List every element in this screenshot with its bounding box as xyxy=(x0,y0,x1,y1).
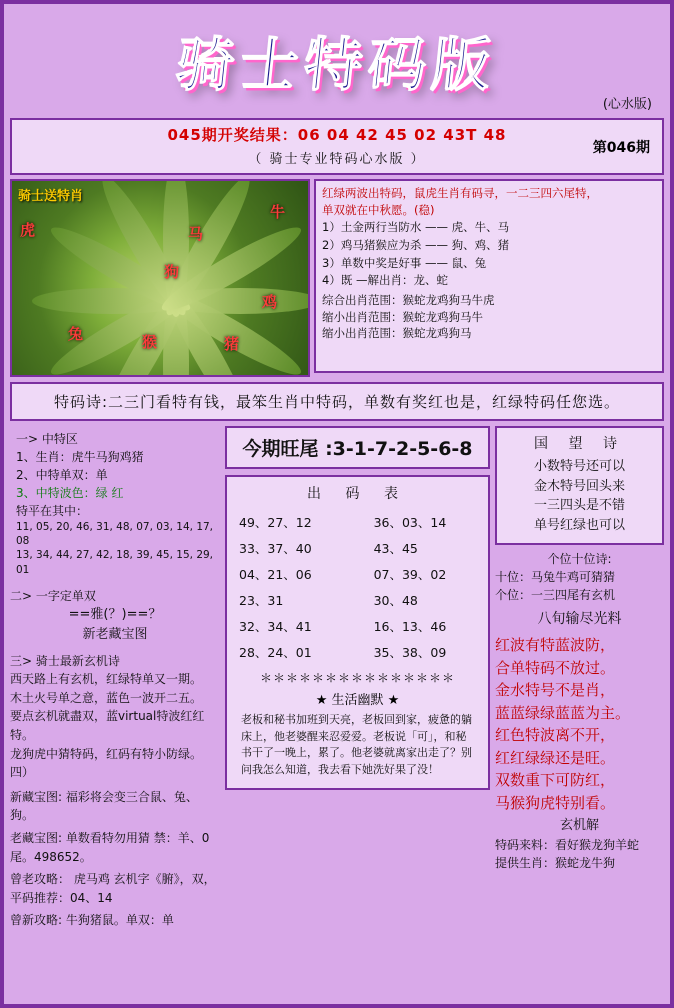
info-sum-2: 缩小出肖范围：猴蛇龙鸡狗马 xyxy=(322,326,472,341)
bajv-line-5: 红红绿绿还是旺。 xyxy=(495,748,616,767)
xuanji-title: 玄机解 xyxy=(559,818,599,833)
picture-info-row xyxy=(10,179,664,377)
shiwei-line-1: 个位：一三四尾有玄机 xyxy=(495,588,616,602)
info-lead-2: 单双就在中秋愿。(稳) xyxy=(322,202,435,217)
treasure-block-0 xyxy=(10,788,220,825)
guowang-poem-box xyxy=(495,426,664,545)
special-poem-bar: 特码诗:二三门看特有钱，最笨生肖中特码，单数有奖红也是，红绿特码任您选。 xyxy=(10,382,664,421)
bajv-title: 八旬输尽光料 xyxy=(537,611,622,627)
left-sec3-line-0: 西天路上有玄机，红绿特单又一期。 xyxy=(10,672,203,687)
treasure-head-1: 老藏宝图: xyxy=(10,830,63,845)
banner xyxy=(4,4,670,116)
table-row xyxy=(237,639,478,665)
treasure-body-1: 单数看特勿用猜 禁：羊、0尾。498652。 xyxy=(10,830,210,864)
shiwei-title: 个位十位诗: xyxy=(547,552,612,566)
chuma-cell-0-1: 36、03、14 xyxy=(373,515,447,530)
table-row xyxy=(237,613,478,639)
left-zone-three xyxy=(10,652,220,782)
shiwei-line-0: 十位：马兔牛鸡可猜猜 xyxy=(495,570,616,584)
photo-zodiac-1: 虎 xyxy=(20,221,36,239)
info-lead-1: 红绿两波出特码，鼠虎生肖有码寻，一二三四六尾特， xyxy=(322,186,598,200)
left-zone-one xyxy=(10,426,220,581)
left-line-1: 2、中特单双：单 xyxy=(16,468,108,482)
left-column xyxy=(10,426,220,930)
result-bar xyxy=(10,118,664,175)
bajv-section xyxy=(495,609,664,836)
photo-zodiac-4: 鸡 xyxy=(262,293,278,311)
left-sec3-line-1: 木土火号单之意，蓝色一波开二五。 xyxy=(10,690,203,705)
guowang-line-0: 小数特号还可以 xyxy=(533,459,625,474)
info-sum-0: 综合出肖范围：猴蛇龙鸡狗马牛虎 xyxy=(322,293,495,308)
left-sec4-title: 四） xyxy=(10,765,35,780)
info-item-3: 4）既 —解出肖：龙、蛇 xyxy=(322,273,448,288)
chuma-cell-3-0: 23、31 xyxy=(239,593,284,608)
info-item-2: 3）单数中奖是好事 —— 鼠、兔 xyxy=(322,255,487,270)
photo-zodiac-6: 猴 xyxy=(142,333,158,351)
photo-zodiac-3: 狗 xyxy=(164,263,180,281)
result-label: 045期开奖结果： xyxy=(167,126,298,144)
result-numbers: 06 04 42 45 02 43 xyxy=(297,126,467,144)
guowang-title: 国 望 诗 xyxy=(534,436,625,452)
left-sec2-foot: 新老藏宝图 xyxy=(82,627,148,643)
treasure-head-0: 新藏宝图: xyxy=(10,789,63,804)
bajv-line-0: 红波有特蓝波防， xyxy=(495,636,616,654)
left-note: 特平在其中： xyxy=(16,504,89,518)
xuanji-section xyxy=(495,836,664,872)
bajv-line-6: 双数重下可防红， xyxy=(495,771,616,789)
left-sec3-line-2: 要点玄机就盡双，蓝virtual特波红红特。 xyxy=(10,709,205,742)
left-sec2-title: 二> 一字定单双 xyxy=(10,588,96,603)
chuma-cell-2-0: 04、21、06 xyxy=(239,567,312,582)
table-row xyxy=(237,509,478,535)
photo-caption: 骑士送特肖 xyxy=(18,189,84,204)
left-treasure-blocks xyxy=(10,788,220,930)
xuanji-line-1: 提供生肖：猴蛇龙牛狗 xyxy=(495,855,616,870)
chuma-cell-0-0: 49、27、12 xyxy=(239,515,312,530)
chuma-cell-4-1: 16、13、46 xyxy=(373,619,447,634)
treasure-body-0: 福彩将会变三合鼠、兔、狗。 xyxy=(10,789,198,823)
left-numbers-row-2: 13, 34, 44, 27, 42, 18, 39, 45, 15, 29, 01 xyxy=(16,549,214,576)
left-numbers-row-1: 11, 05, 20, 46, 31, 48, 07, 03, 14, 17, 08 xyxy=(16,521,214,548)
bajv-line-1: 合单特码不放过。 xyxy=(495,658,616,677)
info-item-1: 2）鸡马猪猴应为杀 —— 狗、鸡、猪 xyxy=(322,238,510,253)
treasure-block-3 xyxy=(10,911,220,930)
result-line xyxy=(12,124,662,145)
chuma-cell-5-0: 28、24、01 xyxy=(239,645,312,660)
left-line-2: 3、中特波色：绿 红 xyxy=(16,486,124,500)
right-column xyxy=(495,426,664,930)
info-item-0: 1）土金两行当防水 —— 虎、牛、马 xyxy=(322,220,510,235)
bajv-line-3: 蓝蓝绿绿蓝蓝为主。 xyxy=(495,703,631,722)
content-columns xyxy=(10,426,664,930)
chuma-cell-3-1: 30、48 xyxy=(373,593,418,608)
guowang-line-2: 一三四头是不错 xyxy=(533,498,625,513)
guowang-line-1: 金木特号回头来 xyxy=(533,478,625,494)
chuma-title: 出 码 表 xyxy=(307,486,408,502)
result-subtitle: （ 骑士专业特码心水版 ） xyxy=(248,152,426,167)
photo-zodiac-7: 猪 xyxy=(224,335,240,353)
left-zone-title: 一> 中特区 xyxy=(16,432,78,446)
banner-subtitle: (心水版) xyxy=(602,97,652,112)
chuma-cell-5-1: 35、38、09 xyxy=(373,645,447,660)
table-row xyxy=(237,561,478,587)
left-sec2-body: ==雅(？)==？ xyxy=(68,607,162,623)
photo-zodiac-0: 牛 xyxy=(270,203,286,221)
info-panel xyxy=(314,179,664,373)
result-special: 48 xyxy=(483,126,507,144)
bajv-line-7: 马猴狗虎特别看。 xyxy=(495,793,616,812)
treasure-head-3: 曾新攻略: xyxy=(10,913,63,928)
plant-photo xyxy=(10,179,310,377)
issue-badge: 第046期 xyxy=(592,139,650,156)
bajv-line-4: 红色特波离不开， xyxy=(495,726,616,744)
site-title: 骑士特码版 xyxy=(172,31,501,99)
chuma-table xyxy=(237,509,478,665)
bajv-line-2: 金水特号不是肖， xyxy=(495,681,616,699)
treasure-head-2: 曾老攻略： xyxy=(10,872,71,887)
table-row xyxy=(237,587,478,613)
treasure-body-2: 虎马鸡 玄机字《腑》，双，平码推荐：04、14 xyxy=(10,872,216,905)
shiwei-section xyxy=(495,550,664,604)
photo-zodiac-2: 马 xyxy=(188,225,204,243)
humor-title: ★ 生活幽默 ★ xyxy=(315,693,400,708)
chuma-cell-2-1: 07、39、02 xyxy=(373,567,447,582)
humor-body: 老板和秘书加班到天亮，老板回到家，疲惫的躺床上，他老婆醒来忍爱爱。老板说「可」，和秘书干了一晚上，累了。他老婆就离家出走了？别问我怎么知道，我去看下她洗好果了没！ xyxy=(241,713,472,776)
chuma-table-box xyxy=(225,475,490,790)
chuma-cell-1-0: 33、37、40 xyxy=(239,541,312,556)
info-sum-1: 缩小出肖范围：猴蛇龙鸡狗马牛 xyxy=(322,309,483,324)
treasure-body-3: 牛狗猪鼠。单双：单 xyxy=(65,913,174,928)
guowang-line-3: 单号红绿也可以 xyxy=(533,517,625,533)
photo-zodiac-5: 兔 xyxy=(68,325,84,343)
result-special-mark: T xyxy=(466,126,478,144)
middle-column xyxy=(225,426,490,930)
xuanji-line-0: 特码来料：看好猴龙狗羊蛇 xyxy=(495,837,640,852)
left-zone-two xyxy=(10,587,220,646)
table-row xyxy=(237,535,478,561)
left-line-0: 1、生肖：虎牛马狗鸡猪 xyxy=(16,450,144,464)
chuma-cell-4-0: 32、34、41 xyxy=(239,619,312,634)
treasure-block-2 xyxy=(10,870,220,907)
wangwei-banner: 今期旺尾 :3-1-7-2-5-6-8 xyxy=(225,426,490,469)
star-divider: ＊＊＊＊＊＊＊＊＊＊＊＊＊＊＊ xyxy=(259,671,455,685)
left-sec3-title: 三> 骑士最新玄机诗 xyxy=(10,653,120,668)
chuma-cell-1-1: 43、45 xyxy=(373,541,418,556)
left-sec3-line-3: 龙狗虎中猜特码，红码有特小防绿。 xyxy=(10,746,203,761)
treasure-block-1 xyxy=(10,829,220,866)
